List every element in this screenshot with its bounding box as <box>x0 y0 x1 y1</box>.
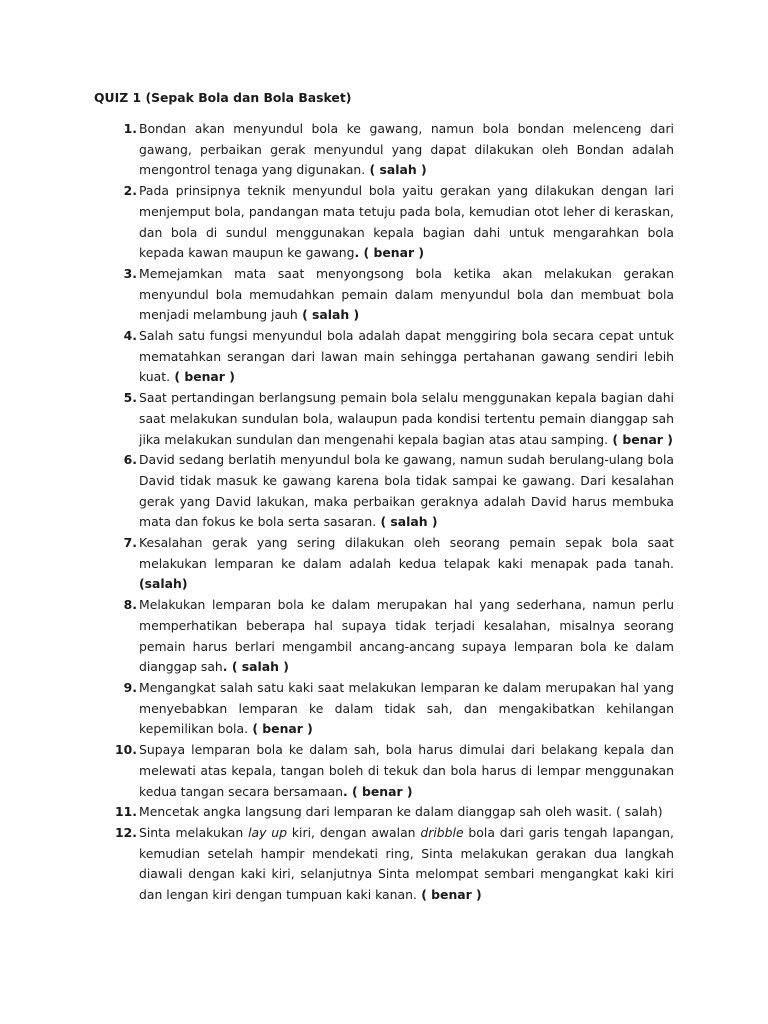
item-statement: Kesalahan gerak yang sering dilakukan oleh seorang pemain sepak bola saat melakukan lemparan ke dalam adalah kedua telapak kaki menapak pada tanah. <box>139 535 674 571</box>
item-statement: Pada prinsipnya teknik menyundul bola yaitu gerakan yang dilakukan dengan lari menjemput bola, pandangan mata tetuju pada bola, kemudian otot leher di keraskan, dan bola di sundul menggunakan kepala bagian dahi untuk mengarahkan bola kepada kawan maupun ke gawang <box>139 183 674 261</box>
quiz-item-6 <box>108 450 674 533</box>
item-statement: Salah satu fungsi menyundul bola adalah dapat menggiring bola secara cepat untuk mematahkan serangan dari lawan main sehingga pertahanan gawang sendiri lebih kuat. <box>139 328 674 385</box>
item-statement: Saat pertandingan berlangsung pemain bola selalu menggunakan kepala bagian dahi saat melakukan sundulan bola, walaupun pada kondisi tertentu pemain dianggap sah jika melakukan sundulan dan mengenahi kepala bagian atas atau samping. <box>139 390 674 447</box>
item-answer: ( benar ) <box>170 369 235 385</box>
quiz-item-8 <box>108 595 674 678</box>
item-number: 3. <box>123 265 137 281</box>
quiz-list <box>108 119 674 906</box>
quiz-item-4 <box>108 326 674 388</box>
item-answer: ( benar ) <box>416 887 482 903</box>
item-answer: ( benar ) <box>608 431 673 447</box>
quiz-item-10 <box>108 740 674 802</box>
item-answer: . ( benar ) <box>343 783 413 799</box>
item-answer: ( salah ) <box>376 514 438 530</box>
quiz-item-2 <box>108 181 674 264</box>
item-statement: Melakukan lemparan bola ke dalam merupakan hal yang sederhana, namun perlu memperhatikan beberapa hal supaya tidak terjadi kesalahan, misalnya seorang pemain harus berlari mengambil ancang-ancang supaya lemparan bola ke dalam dianggap sah <box>139 597 674 675</box>
item-text <box>139 326 674 388</box>
item-statement: Mengangkat salah satu kaki saat melakukan lemparan ke dalam merupakan hal yang menyebabkan lemparan ke dalam tidak sah, dan mengakibatkan kehilangan kepemilikan bola. <box>139 679 674 737</box>
item-statement: Mencetak angka langsung dari lemparan ke dalam dianggap sah oleh wasit. ( salah) <box>139 804 663 820</box>
item-text <box>139 533 674 595</box>
item-answer: ( salah ) <box>365 162 427 178</box>
item-text <box>139 678 674 740</box>
item-number: 1. <box>123 121 137 136</box>
item-text <box>139 181 674 264</box>
item-text <box>139 119 674 181</box>
quiz-item-5 <box>108 388 674 450</box>
item-text <box>139 595 674 678</box>
item-text <box>139 823 674 906</box>
layup-term: lay up <box>248 824 288 840</box>
item-text <box>139 264 674 326</box>
quiz-title: QUIZ 1 (Sepak Bola dan Bola Basket) <box>94 90 352 105</box>
item-answer: . ( benar ) <box>354 245 425 261</box>
quiz-item-9 <box>108 678 674 740</box>
item-number: 8. <box>123 597 137 613</box>
item-number: 11. <box>115 804 137 820</box>
item-number: 7. <box>123 535 137 551</box>
quiz-item-1 <box>108 119 674 181</box>
item-statement: bola dari garis tengah lapangan, kemudian setelah hampir mendekati ring, Sinta melakukan gerakan dua langkah diawali dengan kaki kiri, selanjutnya Sinta melompat sembari mengangkat kaki kiri dan lengan kiri dengan tumpuan kaki kanan. <box>139 824 674 903</box>
item-number: 2. <box>123 183 137 199</box>
item-statement-start: Sinta melakukan <box>139 824 249 840</box>
item-number: 5. <box>123 390 137 406</box>
item-statement: David sedang berlatih menyundul bola ke gawang, namun sudah berulang-ulang bola David tidak masuk ke gawang karena bola tidak sampai ke gawang. Dari kesalahan gerak yang David lakukan, maka perbaikan geraknya adalah David harus membuka mata dan fokus ke bola serta sasaran. <box>139 452 674 530</box>
item-text <box>139 740 674 802</box>
item-answer: ( salah ) <box>297 307 360 323</box>
item-answer: . ( salah ) <box>222 659 289 675</box>
item-number: 10. <box>115 742 137 758</box>
item-text <box>139 388 674 450</box>
item-number: 9. <box>123 679 137 695</box>
item-number: 12. <box>115 824 137 840</box>
item-number: 6. <box>123 452 137 468</box>
quiz-item-11 <box>108 802 674 823</box>
item-text <box>139 802 674 823</box>
quiz-item-3 <box>108 264 674 326</box>
item-statement: Bondan akan menyundul bola ke gawang, namun bola bondan melenceng dari gawang, perbaikan gerak menyundul yang dapat dilakukan oleh Bondan adalah mengontrol tenaga yang digunakan. <box>139 121 674 178</box>
quiz-item-12 <box>108 823 674 906</box>
item-statement: Supaya lemparan bola ke dalam sah, bola harus dimulai dari belakang kepala dan melewati atas kepala, tangan boleh di tekuk dan bola harus di lempar menggunakan kedua tangan secara bersamaan <box>139 742 674 799</box>
item-answer: ( benar ) <box>248 721 313 737</box>
item-text <box>139 450 674 533</box>
item-statement: Memejamkan mata saat menyongsong bola ketika akan melakukan gerakan menyundul bola memudahkan pemain dalam menyundul bola dan membuat bola menjadi melambung jauh <box>139 265 674 323</box>
item-statement-middle: kiri, dengan awalan <box>287 824 421 840</box>
dribble-term: dribble <box>420 824 464 840</box>
item-answer: (salah) <box>139 576 188 592</box>
quiz-item-7 <box>108 533 674 595</box>
item-number: 4. <box>123 328 137 344</box>
